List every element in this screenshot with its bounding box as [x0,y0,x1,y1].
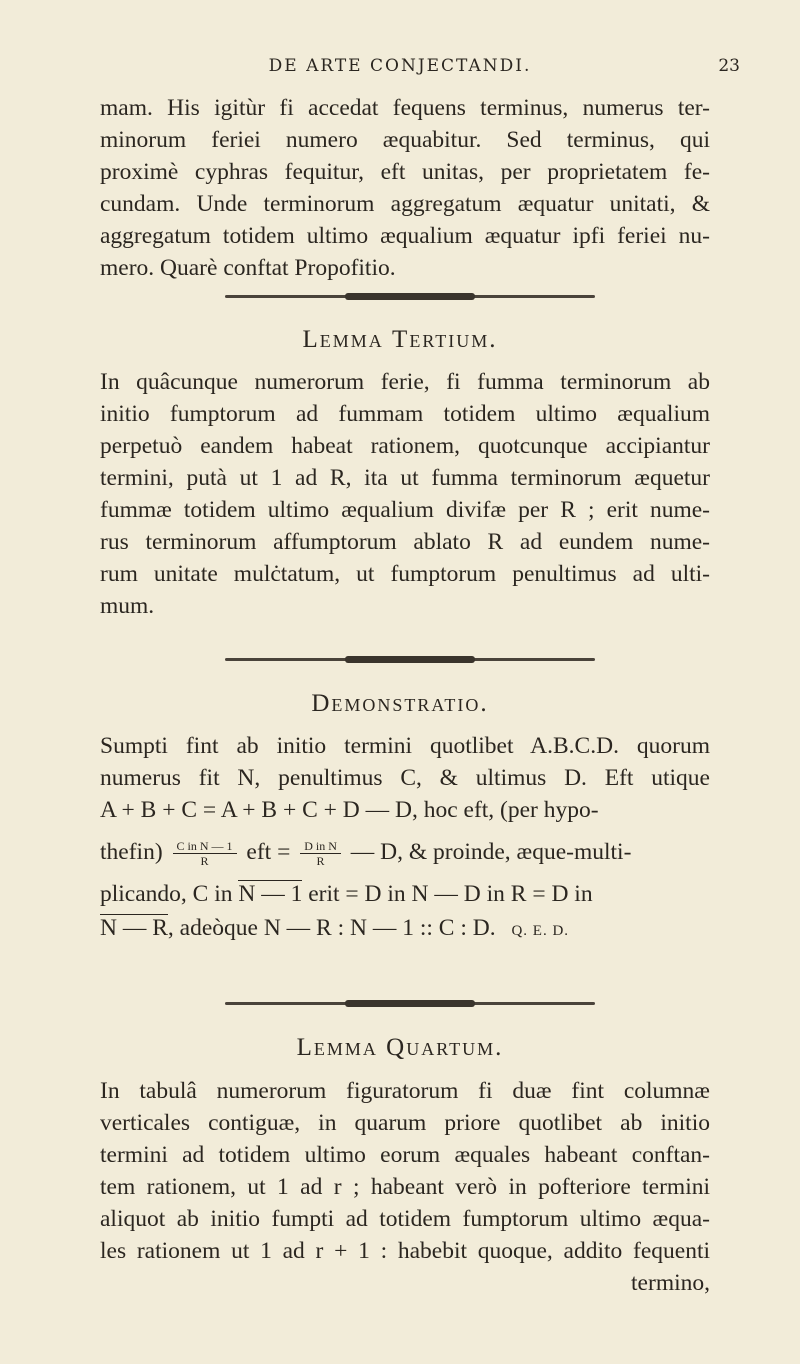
text-line: proximè cyphras fequitur, eft unitas, per proprietatem fe- [100,159,710,185]
text-line: mum. [100,593,155,619]
heading-word: Lemma [302,326,384,353]
text-line: fummæ totidem ultimo æqualium divifæ per R ; erit nume- [100,497,710,523]
section-divider [225,1002,595,1005]
text-line: rus terminorum affumptorum ablato R ad eundem nume- [100,529,710,555]
fraction-c-n-over-r [173,839,237,868]
section-divider [225,658,595,661]
text-line: In tabulâ numerorum figuratorum fi duæ fint columnæ [100,1078,710,1104]
demonstratio-text [100,730,710,794]
heading-word: Tertium. [392,326,498,353]
text-line: mam. His igitùr fi accedat fequens terminus, numerus ter- [100,95,710,121]
lemma-tertium-heading [0,326,800,354]
running-head [0,56,800,86]
text-line: In quâcunque numerorum ferie, fi fumma terminorum ab [100,369,710,395]
demonstratio-heading [0,690,800,718]
equation-line-1 [100,794,710,826]
qed-mark: Q. E. D. [511,923,570,939]
equation-text: thefin) [100,839,163,865]
text-line: aggregatum totidem ultimo æqualium æquatur ipfi feriei nu- [100,223,710,249]
text-line: verticales contiguæ, in quarum priore quotlibet ab initio [100,1110,710,1136]
text-line: rum unitate mulċtatum, ut fumptorum penultimus ad ulti- [100,561,710,587]
running-head-title: DE ARTE CONJECTANDI. [268,56,532,76]
text-line: termini, putà ut 1 ad R, ita ut fumma terminorum æquetur [100,465,710,491]
fraction-denominator: R [316,854,325,869]
equation-text: A + B + C = A + B + C + D — D, hoc eft, (per hypo- [100,797,599,823]
text-line: minorum feriei numero æquabitur. Sed terminus, qui [100,127,710,153]
fraction-numerator: D in N [300,839,341,854]
section-divider [225,295,595,298]
heading-word: Demonstratio. [311,690,489,717]
text-line: Sumpti fint ab initio termini quotlibet A.B.C.D. quorum [100,733,710,759]
text-line: perpetuò eandem habeat rationem, quotcunque accipiantur [100,433,710,459]
equation-text: plicando, C in [100,881,233,907]
lemma-quartum-text [100,1075,710,1299]
page-number: 23 [718,56,740,76]
text-line: initio fumptorum ad fummam totidem ultimo æqualium [100,401,710,427]
lemma-quartum-heading [0,1034,800,1062]
text-line: tem rationem, ut 1 ad r ; habeant verò in pofteriore termini [100,1174,710,1200]
heading-word: Lemma [296,1034,378,1061]
equation-text: erit = D in N — D in R = D in [308,881,593,907]
equation-line-2 [100,832,710,872]
fraction-numerator: C in N — 1 [173,839,237,854]
text-line: mero. Quarè conftat Propofitio. [100,255,396,281]
heading-word: Quartum. [386,1034,504,1061]
equation-text: — D, & proinde, æque-multi- [350,839,632,865]
vinculum-term: N — R [100,915,168,941]
vinculum-term: N — 1 [238,881,303,907]
text-line: les rationem ut 1 ad r + 1 : habebit quoque, addito fequenti [100,1238,710,1264]
equation-text: eft = [246,839,291,865]
text-line: numerus fit N, penultimus C, & ultimus D. Eft utique [100,765,710,791]
catchword: termino, [631,1270,710,1296]
text-line: cundam. Unde terminorum aggregatum æquatur unitati, & [100,191,710,217]
text-line: aliquot ab initio fumpti ad totidem fumptorum ultimo æqua- [100,1206,710,1232]
fraction-denominator: R [200,854,209,869]
paragraph-continuation [100,92,710,284]
lemma-tertium-text [100,366,710,622]
equation-text: , adeòque N — R : N — 1 :: C : D. [167,915,496,941]
equation-line-3 [100,878,710,910]
fraction-d-n-over-r [300,839,341,868]
text-line: termini ad totidem ultimo eorum æquales habeant conftan- [100,1142,710,1168]
equation-line-4 [100,912,710,947]
